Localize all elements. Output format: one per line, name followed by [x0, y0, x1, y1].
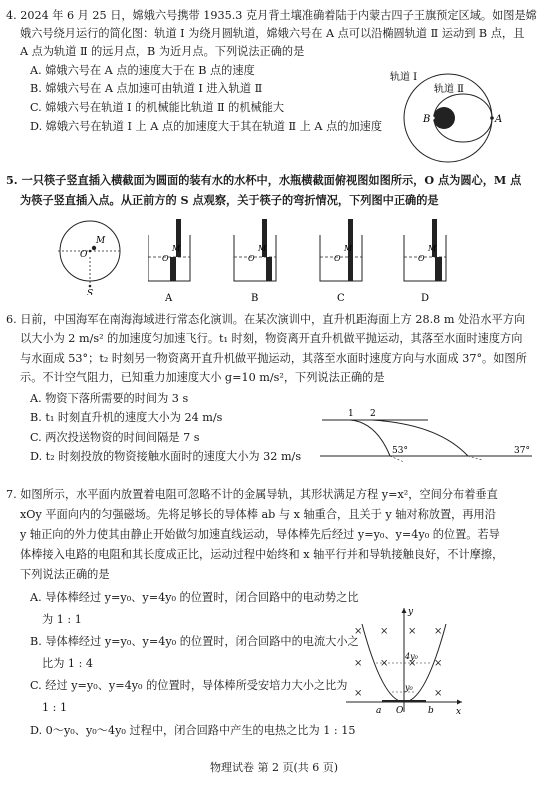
q7-option-b-1: B. 导体棒经过 y=y₀、y=4y₀ 的位置时，闭合回路中的电流大小之 [30, 635, 359, 648]
q4-orbit-figure [388, 66, 538, 164]
svg-text:4y₀: 4y₀ [405, 652, 418, 661]
svg-text:×: × [408, 626, 417, 637]
svg-text:×: × [354, 658, 363, 669]
svg-text:2: 2 [370, 409, 376, 419]
svg-text:O: O [418, 254, 425, 263]
svg-text:x: x [456, 707, 462, 716]
svg-text:M: M [258, 244, 267, 253]
q7-option-a-1: A. 导体棒经过 y=y₀、y=4y₀ 的位置时，闭合回路中的电动势之比 [30, 591, 359, 604]
svg-text:×: × [434, 688, 443, 699]
svg-text:×: × [408, 658, 417, 669]
point-a [490, 116, 494, 120]
q7-option-c-2: 1 : 1 [42, 701, 68, 714]
svg-text:M: M [172, 244, 181, 253]
svg-text:y: y [408, 607, 414, 617]
q5-cup-b [234, 219, 276, 281]
field-crosses [354, 626, 442, 699]
q6-trajectory-figure [318, 404, 536, 466]
svg-text:×: × [380, 626, 389, 637]
svg-text:53°: 53° [392, 446, 408, 456]
q4-option-b: B. 嫦娥六号在 A 点加速可由轨道 Ⅰ 进入轨道 Ⅱ [30, 82, 263, 95]
svg-text:×: × [354, 626, 363, 637]
q5-cup-a [148, 219, 190, 281]
q7-line-2: xOy 平面向内的匀强磁场。先将足够长的导体棒 ab 与 x 轴重合，且关于 y 轴对称放置，再用沿 [20, 508, 496, 521]
moon [433, 107, 455, 129]
q5-label-d: D [421, 293, 430, 304]
q5-line-1: 5. 一只筷子竖直插入横截面为圆面的装有水的水杯中，水瓶横截面俯视图如图所示，O 点为圆心，M 点 [6, 173, 522, 187]
q7-line-4: 体棒接入电路的电阻和其长度成正比，运动过程中始终和 x 轴平行并和导轨接触良好，不计摩擦， [20, 548, 504, 561]
q5-label-b: B [251, 293, 259, 304]
label-b: B [423, 114, 431, 125]
q7-line-5: 下列说法正确的是 [20, 568, 110, 581]
svg-text:O: O [334, 254, 341, 263]
q6-option-c: C. 两次投送物资的时间间隔是 7 s [30, 431, 200, 444]
svg-text:O: O [162, 254, 169, 263]
q4-option-a: A. 嫦娥六号在 A 点的速度大于在 B 点的速度 [30, 64, 255, 77]
svg-text:b: b [428, 706, 434, 716]
q6-line-3: 与水面成 53°；t₂ 时刻另一物资离开直升机做平抛运动，其落至水面时速度方向与水面成 37°。如图所 [20, 352, 527, 365]
svg-text:O: O [80, 250, 88, 260]
q7-option-c-1: C. 经过 y=y₀、y=4y₀ 的位置时，导体棒所受安培力大小之比为 [30, 679, 348, 692]
q4-line-1: 4. 2024 年 6 月 25 日，嫦娥六号携带 1935.3 克月背土壤准确着陆于内蒙古四子王旗预定区域。如图是嫦 [6, 9, 537, 22]
q5-cup-d [404, 219, 446, 281]
point-b [431, 116, 434, 119]
q5-cup-c [320, 219, 362, 281]
q5-line-2: 为筷子竖直插入点。从正前方的 S 点观察，关于筷子的弯折情况，下列图中正确的是 [20, 193, 439, 207]
svg-text:M: M [96, 236, 106, 246]
svg-text:×: × [434, 626, 443, 637]
chopstick-point [92, 246, 96, 250]
svg-text:O: O [248, 254, 255, 263]
q5-topview-figure [50, 215, 130, 295]
q4-line-3: A 点为轨道 Ⅱ 的远月点，B 为近月点。下列说法正确的是 [20, 45, 305, 58]
svg-text:37°: 37° [514, 446, 530, 456]
q5-label-a: A [165, 293, 173, 304]
q4-option-d: D. 嫦娥六号在轨道 Ⅰ 上 A 点的加速度大于其在轨道 Ⅱ 上 A 点的加速度 [30, 120, 383, 133]
label-a: A [495, 114, 503, 125]
q6-line-2: 以大小为 2 m/s² 的加速度匀加速飞行。t₁ 时刻，物资离开直升机做平抛运动，其落至水面时速度方向 [20, 332, 523, 345]
q7-option-b-2: 比为 1 : 4 [42, 657, 94, 670]
q7-rail-figure [342, 604, 466, 716]
q6-line-4: 示。不计空气阻力，已知重力加速度大小 g=10 m/s²，下列说法正确的是 [20, 371, 385, 384]
q7-option-d: D. 0～y₀、y₀～4y₀ 过程中，闭合回路中产生的电热之比为 1 : 15 [30, 724, 356, 737]
orbit-1-label: 轨道 Ⅰ [390, 72, 418, 83]
trajectory-1 [350, 420, 390, 456]
page-footer: 物理试卷 第 2 页(共 6 页) [210, 761, 339, 774]
svg-text:×: × [354, 688, 363, 699]
q6-option-d: D. t₂ 时刻投放的物资接触水面时的速度大小为 32 m/s [30, 450, 302, 463]
trajectory-2 [372, 420, 468, 456]
q5-label-c: C [337, 293, 345, 304]
svg-text:1: 1 [348, 409, 354, 419]
svg-text:×: × [434, 658, 443, 669]
svg-text:O: O [396, 706, 404, 716]
svg-text:M: M [428, 244, 437, 253]
q4-option-c: C. 嫦娥六号在轨道 Ⅰ 的机械能比轨道 Ⅱ 的机械能大 [30, 101, 285, 114]
q7-option-a-2: 为 1 : 1 [42, 613, 82, 626]
q6-option-b: B. t₁ 时刻直升机的速度大小为 24 m/s [30, 411, 223, 424]
svg-text:y₀: y₀ [405, 683, 413, 692]
orbit-2-label: 轨道 Ⅱ [434, 84, 464, 95]
svg-text:S: S [87, 289, 94, 295]
svg-text:M: M [344, 244, 353, 253]
q5-options-figure [148, 215, 488, 307]
q7-line-3: y 轴正向的外力使其由静止开始做匀加速直线运动，导体棒先后经过 y=y₀、y=4y₀ 的位置。若导 [20, 528, 500, 541]
q6-line-1: 6. 日前，中国海军在南海海域进行常态化演训。在某次演训中，直升机距海面上方 28.8 m 处沿水平方向 [6, 313, 526, 326]
svg-text:×: × [380, 658, 389, 669]
q6-option-a: A. 物资下落所需要的时间为 3 s [30, 392, 189, 405]
svg-text:a: a [376, 706, 382, 716]
q7-line-1: 7. 如图所示，水平面内放置着电阻可忽略不计的金属导轨，其形状满足方程 y=x²，空间分布着垂直 [6, 488, 498, 501]
q4-line-2: 娥六号绕月运行的简化图：轨道 Ⅰ 为绕月圆轨道，嫦娥六号在 A 点可以沿椭圆轨道 Ⅱ 运动到 B 点，且 [20, 27, 525, 40]
